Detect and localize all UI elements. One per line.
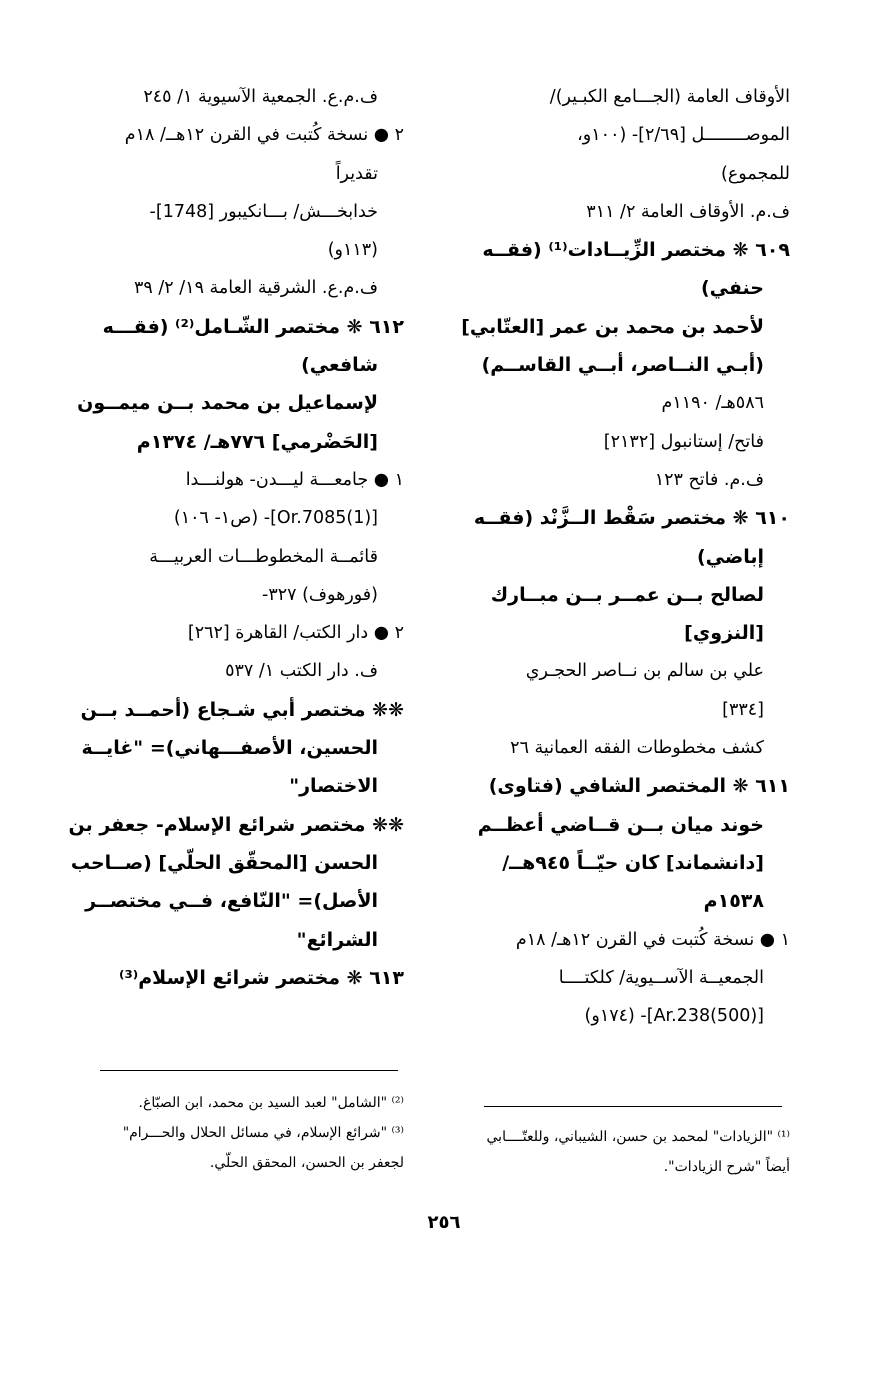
entry-author: لأحمد بن محمد بن عمر [العتّابي] [461, 315, 764, 338]
cross-reference-heading: ❋❋ مختصر شرائع الإسلام- جعفر بن [68, 813, 404, 836]
entry-heading-612: ٦١٢ ❋ مختصر الشّـامل⁽²⁾ (فقـــه [102, 315, 404, 338]
entry-author: (أبـي النــاصر، أبــي القاســم) [481, 354, 764, 377]
page-number: ٢٥٦ [427, 1212, 461, 1233]
footnotes-right [448, 1122, 790, 1182]
entry-author: [دانشماند] كان حيّــاً ٩٤٥هــ/ [502, 851, 764, 874]
text-line: [Or.7085(1)]- (ص١- ١٠٦) [173, 508, 378, 529]
text-line: كشف مخطوطات الفقه العمانية ٢٦ [510, 738, 764, 759]
text-line: ف.م.ع. الشرقية العامة ١٩/ ٢/ ٣٩ [134, 278, 378, 299]
entry-author: لصالح بــن عمــر بــن مبــارك [490, 583, 764, 606]
entry-author: خوند ميان بــن قــاضي أعظــم [477, 813, 764, 836]
entry-author: [النزوي] [684, 622, 764, 645]
entry-author: [الحَضْرمي] ٧٧٦هـ/ ١٣٧٤م [136, 430, 378, 453]
footnote-line: ⁽³⁾ "شرائع الإسلام، في مسائل الحلال والحـــرام" [122, 1125, 404, 1141]
text-line: الموصــــــــل [٢/٦٩]- (١٠٠و، [577, 125, 790, 146]
text-line: [Ar.238(500)]- (١٧٤و) [584, 1006, 764, 1027]
text-line: تقديراً [335, 163, 378, 184]
text-line: الجمعيــة الآســيوية/ كلكتــــا [558, 967, 764, 988]
text-line: (١١٣و) [327, 240, 378, 261]
text-line: فاتح/ إستانبول [٢١٣٢] [603, 431, 764, 452]
text-line: ١ ● نسخة كُتبت في القرن ١٢هـ/ ١٨م [515, 929, 790, 950]
footnote-line: أيضاً "شرح الزيادات". [663, 1159, 790, 1175]
text-line: علي بن سالم بن نــاصر الحجـري [525, 661, 764, 682]
entry-date: ٥٨٦هـ/ ١١٩٠م [661, 393, 764, 414]
left-column [64, 78, 404, 997]
entry-heading-609: ٦٠٩ ❋ مختصر الزِّيــادات⁽¹⁾ (فقــه [482, 239, 790, 262]
footnote-line: لجعفر بن الحسن، المحقق الحلّي. [209, 1155, 404, 1171]
entry-heading-613: ٦١٣ ❋ مختصر شرائع الإسلام⁽³⁾ [118, 966, 404, 989]
text-line: [٣٣٤] [722, 699, 764, 720]
text-line: ٢ ● نسخة كُتبت في القرن ١٢هــ/ ١٨م [124, 125, 404, 146]
cross-reference-text: الأصل)= "النّافع، فــي مختصــر [85, 890, 378, 913]
footnote-divider [100, 1070, 398, 1071]
footnotes-left [64, 1088, 404, 1178]
entry-author: لإسماعيل بن محمد بــن ميمــون [77, 392, 378, 415]
text-line: للمجموع) [721, 163, 790, 184]
footnote-divider [484, 1106, 782, 1107]
cross-reference-text: الحسين، الأصفـــهاني)= "غايــة [81, 737, 378, 760]
footnote-line: ⁽²⁾ "الشامل" لعبد السيد بن محمد، ابن الصبّاغ. [138, 1095, 404, 1111]
cross-reference-text: الاختصار" [289, 775, 378, 798]
entry-subject: إباضي) [696, 545, 764, 568]
text-line: خدابخـــش/ بـــانكيبور [1748]- [149, 201, 378, 222]
text-line: ٢ ● دار الكتب/ القاهرة [٢٦٢] [187, 623, 404, 644]
text-line: قائمــة المخطوطـــات العربيـــة [149, 546, 378, 567]
entry-heading-610: ٦١٠ ❋ مختصر سَقْط الــزَّنْد (فقــه [473, 507, 790, 530]
text-line: الأوقاف العامة (الجـــامع الكبـير)/ [549, 87, 790, 107]
entry-subject: حنفي) [700, 277, 764, 300]
cross-reference-text: الحسن [المحقّق الحلّي] (صــاحب [70, 851, 378, 874]
text-line: ف. دار الكتب ١/ ٥٣٧ [225, 661, 378, 682]
entry-heading-611: ٦١١ ❋ المختصر الشافي (فتاوى) [488, 775, 790, 798]
text-line: ف.م. الأوقاف العامة ٢/ ٣١١ [586, 201, 790, 222]
entry-date: ١٥٣٨م [703, 890, 764, 913]
entry-subject: شافعي) [301, 354, 378, 377]
text-line: ١ ● جامعـــة ليـــدن- هولنـــدا [185, 469, 404, 490]
text-line: (فورهوف) ٣٢٧- [261, 584, 378, 605]
cross-reference-text: الشرائع" [296, 928, 378, 951]
text-line: ف.م. فاتح ١٢٣ [654, 469, 764, 490]
footnote-line: ⁽¹⁾ "الزيادات" لمحمد بن حسن، الشيباني، وللعتّــــابي [486, 1129, 790, 1145]
text-line: ف.م.ع. الجمعية الآسيوية ١/ ٢٤٥ [143, 87, 378, 107]
right-column [448, 78, 790, 1035]
cross-reference-heading: ❋❋ مختصر أبي شـجاع (أحمــد بــن [80, 698, 404, 721]
